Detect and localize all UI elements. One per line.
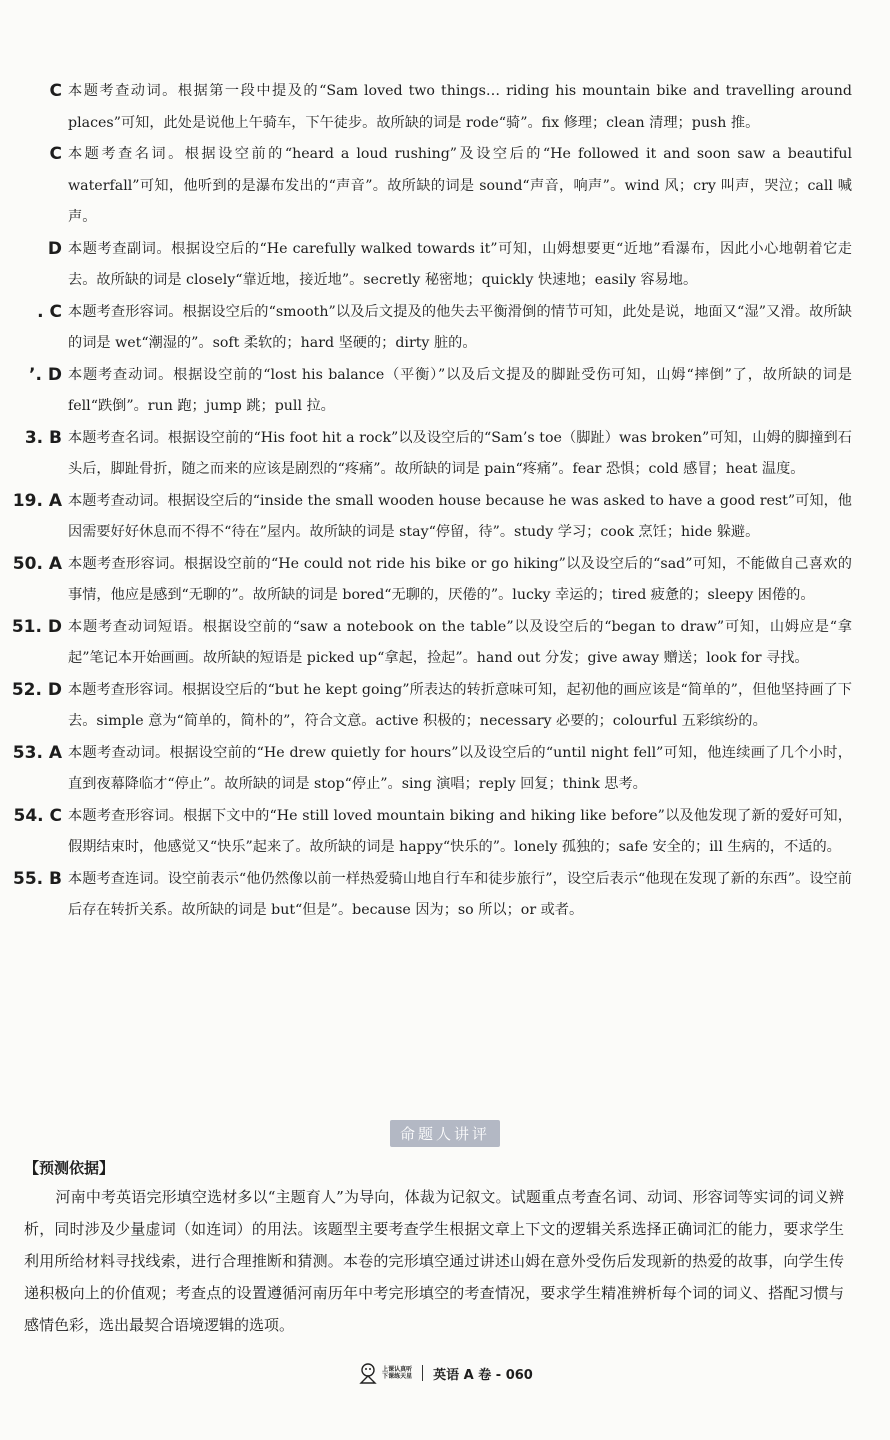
answer-number: 50. A — [12, 553, 62, 574]
answer-number: 19. A — [12, 490, 62, 511]
answer-item — [0, 360, 890, 423]
publisher-logo — [357, 1362, 412, 1384]
answer-item — [0, 801, 890, 864]
answer-item — [0, 297, 890, 360]
answer-explanation: 本题考查形容词。根据设空后的“but he kept going”所表达的转折意味可知，起初他的画应该是“简单的”，但他坚持画了下去。simple 意为“简单的，简朴的”，符合文意。active 积极的；necessary 必要的；colourful 五彩缤纷的。 — [68, 681, 852, 729]
answer-number: 55. B — [13, 868, 62, 889]
answer-number: 3. B — [24, 427, 62, 448]
answer-number: C — [49, 144, 62, 164]
answer-item — [0, 234, 890, 297]
answer-item — [0, 864, 890, 927]
answer-item — [0, 139, 890, 234]
section-ribbon: 命题人讲评 — [390, 1120, 500, 1147]
answer-item — [0, 612, 890, 675]
answer-explanation: 本题考查名词。根据设空前的“His foot hit a rock”以及设空后的“Sam’s toe（脚趾）was broken”可知，山姆的脚撞到石头后，脚趾骨折，随之而来的应该是剧烈的“疼痛”。故所缺的词是 pain“疼痛”。fear 恐惧；cold 感冒；heat 温度。 — [68, 429, 852, 477]
answer-explanation: 本题考查形容词。根据设空前的“He could not ride his bike or go hiking”以及设空后的“sad”可知，不能做自己喜欢的事情，他应是感到“无聊的”。故所缺的词是 bored“无聊的，厌倦的”。lucky 幸运的；tired 疲惫的；sleepy 困倦的。 — [68, 555, 852, 603]
answer-number: 51. D — [11, 616, 62, 637]
answer-number: ’. D — [29, 364, 62, 385]
answer-number: C — [49, 81, 62, 101]
answer-explanation: 本题考查名词。根据设空前的“heard a loud rushing”及设空后的“He followed it and soon saw a beautiful waterfall”可知，他听到的是瀑布发出的“声音”。故所缺的词是 sound“声音，响声”。wind 风；cry 叫声，哭泣；call 喊声。 — [68, 146, 852, 225]
answer-number: . C — [37, 301, 62, 322]
answer-item — [0, 423, 890, 486]
answer-number: 54. C — [13, 805, 62, 826]
answer-item — [0, 738, 890, 801]
logo-line-2: 下课练天星 — [382, 1373, 413, 1380]
answer-number: 52. D — [11, 679, 62, 700]
answer-explanation: 本题考查动词。根据第一段中提及的“Sam loved two things… riding his mountain bike and travelling around places”可知，此处是说他上午骑车，下午徒步。故所缺的词是 rode“骑”。fix 修理；clean 清理；push 推。 — [68, 83, 852, 131]
answer-number: 53. A — [12, 742, 62, 763]
answer-item — [0, 76, 890, 139]
answer-number: D — [47, 238, 62, 259]
answer-explanation: 本题考查形容词。根据下文中的“He still loved mountain biking and hiking like before”以及他发现了新的爱好可知，假期结束时，他感觉又“快乐”起来了。故所缺的词是 happy“快乐的”。lonely 孤独的；safe 安全的；ill 生病的，不适的。 — [68, 807, 852, 855]
prediction-basis — [24, 1155, 844, 1341]
logo-line-1: 上课认真听 — [382, 1366, 413, 1373]
answer-explanation: 本题考查动词。根据设空前的“lost his balance（平衡）”以及后文提及的脚趾受伤可知，山姆“摔倒”了，故所缺的词是 fell“跌倒”。run 跑；jump 跳；pull 拉。 — [68, 366, 852, 414]
page-footer — [0, 1362, 890, 1384]
answer-explanation: 本题考查形容词。根据设空后的“smooth”以及后文提及的他失去平衡滑倒的情节可知，此处是说，地面又“湿”又滑。故所缺的词是 wet“潮湿的”。soft 柔软的；hard 坚硬的；dirty 脏的。 — [68, 303, 852, 351]
basis-body: 河南中考英语完形填空选材多以“主题育人”为导向，体裁为记叙文。试题重点考查名词、动词、形容词等实词的词义辨析，同时涉及少量虚词（如连词）的用法。该题型主要考查学生根据文章上下文的逻辑关系选择正确词汇的能力，要求学生利用所给材料寻找线索，进行合理推断和猜测。本卷的完形填空通过讲述山姆在意外受伤后发现新的热爱的故事，向学生传递积极向上的价值观；考查点的设置遵循河南历年中考完形填空的考查情况，要求学生精准辨析每个词的词义、搭配习惯与感情色彩，选出最契合语境逻辑的选项。 — [24, 1188, 844, 1334]
answer-explanation: 本题考查副词。根据设空后的“He carefully walked towards it”可知，山姆想要更“近地”看瀑布，因此小心地朝着它走去。故所缺的词是 closely“靠近地，接近地”。secretly 秘密地；quickly 快速地；easily 容易地。 — [68, 240, 852, 288]
answer-item — [0, 675, 890, 738]
answer-item — [0, 549, 890, 612]
answer-explanation: 本题考查动词短语。根据设空前的“saw a notebook on the table”以及设空后的“began to draw”可知，山姆应是“拿起”笔记本开始画画。故所缺的短语是 picked up“拿起，捡起”。hand out 分发；give away 赠送；look for 寻找。 — [68, 618, 852, 666]
footer-divider — [422, 1365, 423, 1381]
answer-explanation: 本题考查动词。根据设空后的“inside the small wooden house because he was asked to have a good rest”可知，他因需要好好休息而不得不“待在”屋内。故所缺的词是 stay“停留，待”。study 学习；cook 烹饪；hide 躲避。 — [68, 492, 852, 540]
basis-heading: 【预测依据】 — [24, 1159, 115, 1177]
answer-list — [0, 76, 890, 927]
page-number-label: 英语 A 卷 - 060 — [433, 1367, 533, 1383]
answer-explanation: 本题考查动词。根据设空前的“He drew quietly for hours”以及设空后的“until night fell”可知，他连续画了几个小时，直到夜幕降临才“停止”。故所缺的词是 stop“停止”。sing 演唱；reply 回复；think 思考。 — [68, 744, 852, 792]
section-ribbon-wrap — [0, 1120, 890, 1147]
answer-explanation: 本题考查连词。设空前表示“他仍然像以前一样热爱骑山地自行车和徒步旅行”，设空后表示“他现在发现了新的东西”。设空前后存在转折关系。故所缺的词是 but“但是”。because 因为；so 所以；or 或者。 — [68, 870, 852, 918]
mascot-icon — [357, 1362, 379, 1384]
logo-slogan — [382, 1366, 412, 1380]
answer-item — [0, 486, 890, 549]
